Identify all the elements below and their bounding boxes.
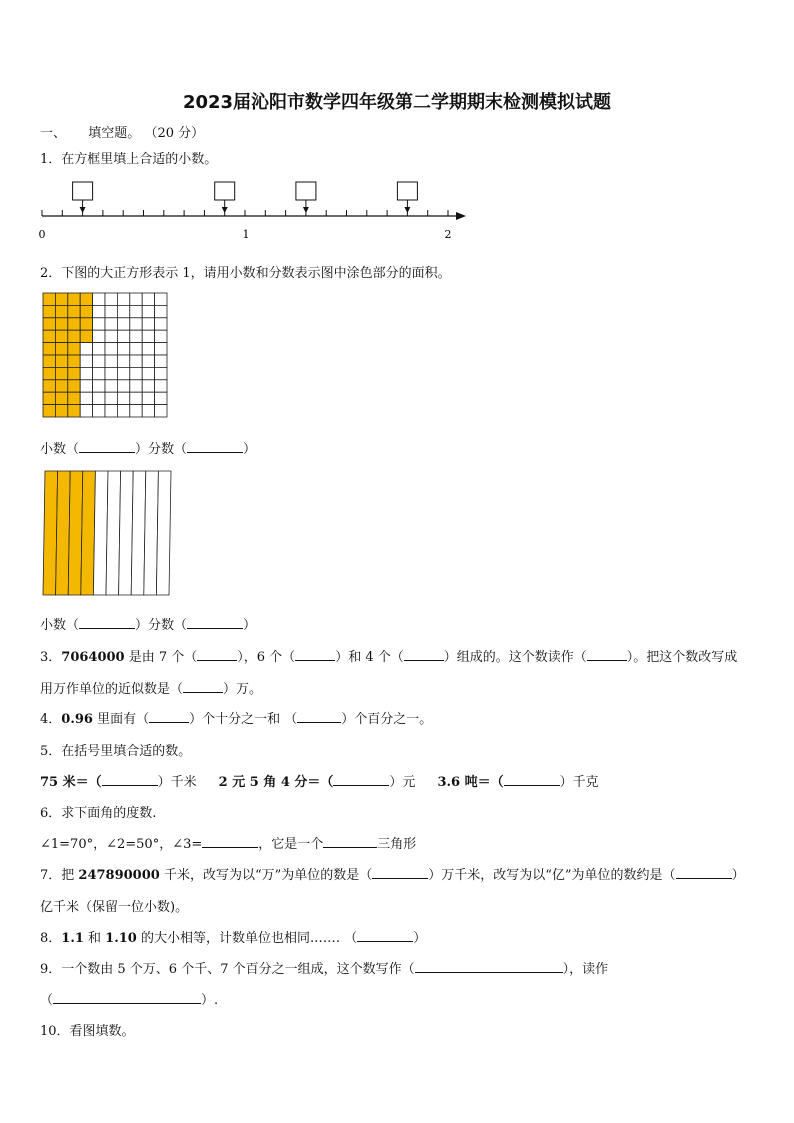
q3-text: ）组成的。这个数读作（ [443, 650, 587, 665]
grid-cell [80, 293, 92, 305]
q8-number: 8． [40, 931, 62, 946]
section-number: 一、 [40, 126, 67, 141]
q4-text: ）个百分之一。 [341, 712, 433, 727]
q9-text: ）. [201, 993, 219, 1008]
q4-text: ）个十分之一和 （ [189, 712, 298, 727]
q3-blank-5[interactable] [183, 680, 223, 693]
grid-cell [155, 343, 167, 355]
q3-number: 3． [40, 650, 62, 665]
answer-box-1[interactable] [73, 182, 93, 200]
section-heading [40, 122, 204, 141]
grid-cell [130, 293, 142, 305]
grid-cell [80, 305, 92, 317]
grid-cell [43, 343, 55, 355]
grid-cell [105, 330, 117, 342]
grid-cell [80, 318, 92, 330]
pointer-arrow [222, 207, 228, 213]
q7-text: ） [731, 868, 745, 883]
grid-cell [68, 305, 80, 317]
q9-text: 9．一个数由 5 个万、6 个千、7 个百分之一组成，这个数写作（ [40, 962, 415, 977]
grid-cell [93, 343, 105, 355]
grid-cell [155, 355, 167, 367]
question-7-line-2: 亿千米（保留一位小数)。 [40, 900, 189, 915]
strip [93, 471, 108, 595]
strip [68, 471, 83, 595]
q5-part-1: 75 米＝（ [40, 775, 102, 790]
q6-text: ，它是一个 [258, 837, 324, 852]
q3-blank-2[interactable] [295, 648, 335, 661]
grid-cell [117, 305, 129, 317]
grid-cell [155, 330, 167, 342]
grid-cell [142, 318, 154, 330]
q3-value: 7064000 [61, 650, 125, 665]
strip [156, 471, 171, 595]
grid-cell [142, 305, 154, 317]
grid-cell [55, 355, 67, 367]
answer-boxes [73, 182, 418, 213]
question-6: 6．求下面角的度数. [40, 806, 157, 821]
grid-cell [68, 293, 80, 305]
strip [119, 471, 134, 595]
hundred-grid [42, 292, 170, 420]
grid-cell [155, 392, 167, 404]
grid-cell [93, 367, 105, 379]
q5-blank-1[interactable] [102, 773, 158, 786]
grid-cell [55, 405, 67, 417]
grid-cell [117, 343, 129, 355]
pointer-arrow [80, 207, 86, 213]
grid-cell [155, 380, 167, 392]
fraction-blank-1[interactable] [187, 440, 243, 453]
grid-cell [80, 330, 92, 342]
grid-cell [43, 367, 55, 379]
strip [43, 471, 58, 595]
grid-cell [93, 405, 105, 417]
question-2: 2．下图的大正方形表示 1，请用小数和分数表示图中涂色部分的面积。 [40, 266, 451, 281]
strip [56, 471, 71, 595]
grid-cell [80, 392, 92, 404]
question-5: 5．在括号里填合适的数。 [40, 744, 192, 759]
q5-blank-3[interactable] [504, 773, 560, 786]
answer-box-3[interactable] [296, 182, 316, 200]
grid-cell [130, 343, 142, 355]
q7-number: 7．把 [40, 868, 79, 883]
grid-cell [68, 355, 80, 367]
q6-blank-2[interactable] [323, 835, 377, 848]
grid-cell [142, 293, 154, 305]
grid-cell [105, 318, 117, 330]
grid-cell [43, 355, 55, 367]
grid-cell [130, 405, 142, 417]
number-line-ticks [42, 210, 448, 216]
q2-answer-line-1 [40, 438, 256, 457]
grid-cell [68, 318, 80, 330]
q6-blank-1[interactable] [202, 835, 258, 848]
grid-cell [105, 343, 117, 355]
fraction-blank-2[interactable] [187, 616, 243, 629]
grid-cell [68, 405, 80, 417]
q9-blank-2[interactable] [53, 991, 201, 1004]
tick-label-0: 0 [38, 228, 46, 241]
grid-cell [105, 392, 117, 404]
grid-cell [155, 367, 167, 379]
q6-text: 三角形 [377, 837, 417, 852]
grid-cell [80, 405, 92, 417]
grid-cell [55, 380, 67, 392]
strip [131, 471, 146, 595]
grid-cell [93, 330, 105, 342]
answer-box-2[interactable] [215, 182, 235, 200]
number-line-arrow [456, 212, 466, 220]
question-7-line-1 [40, 864, 745, 883]
q5-unit-2: ）元 [389, 775, 416, 790]
grid-cell [142, 343, 154, 355]
grid-cell [117, 293, 129, 305]
q3-text: ），6 个（ [237, 650, 296, 665]
q7-blank-2[interactable] [676, 866, 732, 879]
pointer-arrow [404, 207, 410, 213]
grid-cell [93, 305, 105, 317]
q7-text: ）万千米，改写为以“亿”为单位的数约是（ [428, 868, 676, 883]
question-1: 1．在方框里填上合适的小数。 [40, 152, 218, 167]
question-9-line-1 [40, 958, 608, 977]
q3-text: 是由 7 个（ [124, 650, 198, 665]
question-3-line-2 [40, 678, 262, 697]
grid-cell [93, 392, 105, 404]
grid-cell [80, 343, 92, 355]
grid-cell [105, 305, 117, 317]
q7-value: 247890000 [78, 868, 160, 883]
q9-blank-1[interactable] [415, 960, 563, 973]
grid-cell [80, 355, 92, 367]
grid-cell [55, 343, 67, 355]
grid-cell [142, 330, 154, 342]
strip-square [42, 470, 174, 596]
grid-cell [80, 380, 92, 392]
q5-unit-3: ）千克 [559, 775, 599, 790]
grid-cell [142, 392, 154, 404]
grid-cell [93, 355, 105, 367]
grid-cell [130, 318, 142, 330]
grid-cell [130, 392, 142, 404]
grid-cell [68, 380, 80, 392]
grid-cell [130, 330, 142, 342]
page-title: 2023届沁阳市数学四年级第二学期期末检测模拟试题 [182, 92, 612, 113]
q3-text: ）万。 [223, 682, 263, 697]
grid-cell [105, 293, 117, 305]
grid-cell [68, 330, 80, 342]
q8-text: 的大小相等，计数单位也相同.…… （ [136, 931, 358, 946]
grid-cell [43, 380, 55, 392]
grid-cell [93, 318, 105, 330]
grid-cell [155, 305, 167, 317]
grid-cell [155, 318, 167, 330]
q3-text: 用万作单位的近似数是（ [40, 682, 184, 697]
q3-blank-3[interactable] [404, 648, 444, 661]
question-8 [40, 927, 426, 946]
grid-cell [130, 355, 142, 367]
question-9-line-2 [40, 989, 218, 1008]
grid-cell [117, 355, 129, 367]
question-10: 10．看图填数。 [40, 1024, 135, 1039]
grid-cell [105, 405, 117, 417]
strip [81, 471, 96, 595]
tick-label-1: 1 [242, 228, 250, 241]
grid-cell [130, 380, 142, 392]
decimal-blank-2[interactable] [79, 616, 135, 629]
q3-blank-1[interactable] [197, 648, 237, 661]
grid-cell [43, 392, 55, 404]
q8-value-1: 1.1 [61, 931, 84, 946]
section-name: 填空题。 [88, 126, 141, 141]
grid-cell [117, 318, 129, 330]
q4-blank-1[interactable] [149, 710, 189, 723]
close-paren: ） [243, 618, 257, 633]
grid-cell [43, 405, 55, 417]
q7-text: 千米，改写为以“万”为单位的数是（ [159, 868, 373, 883]
grid-cell [93, 293, 105, 305]
decimal-label: 小数（ [40, 618, 80, 633]
grid-cell [55, 367, 67, 379]
grid-cell [117, 405, 129, 417]
grid-cell [105, 367, 117, 379]
grid-cell [142, 355, 154, 367]
grid-cell [43, 293, 55, 305]
strip [144, 471, 159, 595]
section-points: （20 分） [144, 126, 205, 141]
q3-text: ）。把这个数改写成 [626, 650, 738, 665]
grid-cell [55, 392, 67, 404]
grid-cell [142, 367, 154, 379]
grid-cell [55, 305, 67, 317]
grid-cell [117, 330, 129, 342]
q8-blank[interactable] [357, 929, 413, 942]
number-line [36, 176, 476, 246]
grid-cell [130, 305, 142, 317]
grid-cell [117, 392, 129, 404]
pointer-arrow [303, 207, 309, 213]
q5-blank-2[interactable] [333, 773, 389, 786]
grid-cell [80, 367, 92, 379]
grid-cell [155, 405, 167, 417]
grid-cell [68, 392, 80, 404]
question-4 [40, 708, 432, 727]
grid-cell [55, 293, 67, 305]
tick-label-2: 2 [444, 228, 452, 241]
strip [106, 471, 121, 595]
q2-answer-line-2 [40, 614, 256, 633]
q9-text: ），读作 [562, 962, 609, 977]
grid-cell [93, 380, 105, 392]
question-3-line-1 [40, 646, 737, 665]
q5-part-2: 2 元 5 角 4 分＝（ [218, 775, 334, 790]
q3-blank-4[interactable] [587, 648, 627, 661]
grid-cell [117, 367, 129, 379]
grid-cell [117, 380, 129, 392]
grid-cell [43, 330, 55, 342]
q5-part-3: 3.6 吨＝（ [437, 775, 504, 790]
answer-box-4[interactable] [397, 182, 417, 200]
decimal-label: 小数（ [40, 442, 80, 457]
decimal-blank-1[interactable] [79, 440, 135, 453]
grid-cell [43, 305, 55, 317]
question-6-answer [40, 833, 416, 852]
grid-cell [55, 330, 67, 342]
q7-blank-1[interactable] [372, 866, 428, 879]
q8-text: 和 [83, 931, 106, 946]
q4-value: 0.96 [61, 712, 93, 727]
q3-text: ）和 4 个（ [335, 650, 404, 665]
q5-unit-1: ）千米 [157, 775, 197, 790]
q6-angles: ∠1=70°，∠2=50°，∠3= [40, 837, 203, 852]
close-paren: ） [243, 442, 257, 457]
q9-text: （ [40, 993, 54, 1008]
grid-cell [142, 405, 154, 417]
grid-cell [68, 343, 80, 355]
grid-cell [155, 293, 167, 305]
grid-cell [142, 380, 154, 392]
q8-value-2: 1.10 [105, 931, 137, 946]
question-5-parts [40, 771, 599, 790]
grid-cell [43, 318, 55, 330]
grid-cell [68, 367, 80, 379]
grid-cell [55, 318, 67, 330]
grid-cell [105, 355, 117, 367]
q8-text: ） [413, 931, 427, 946]
fraction-label: ）分数（ [135, 442, 188, 457]
q4-number: 4． [40, 712, 62, 727]
fraction-label: ）分数（ [135, 618, 188, 633]
grid-cell [105, 380, 117, 392]
q4-blank-2[interactable] [297, 710, 341, 723]
grid-cell [130, 367, 142, 379]
q4-text: 里面有（ [92, 712, 150, 727]
